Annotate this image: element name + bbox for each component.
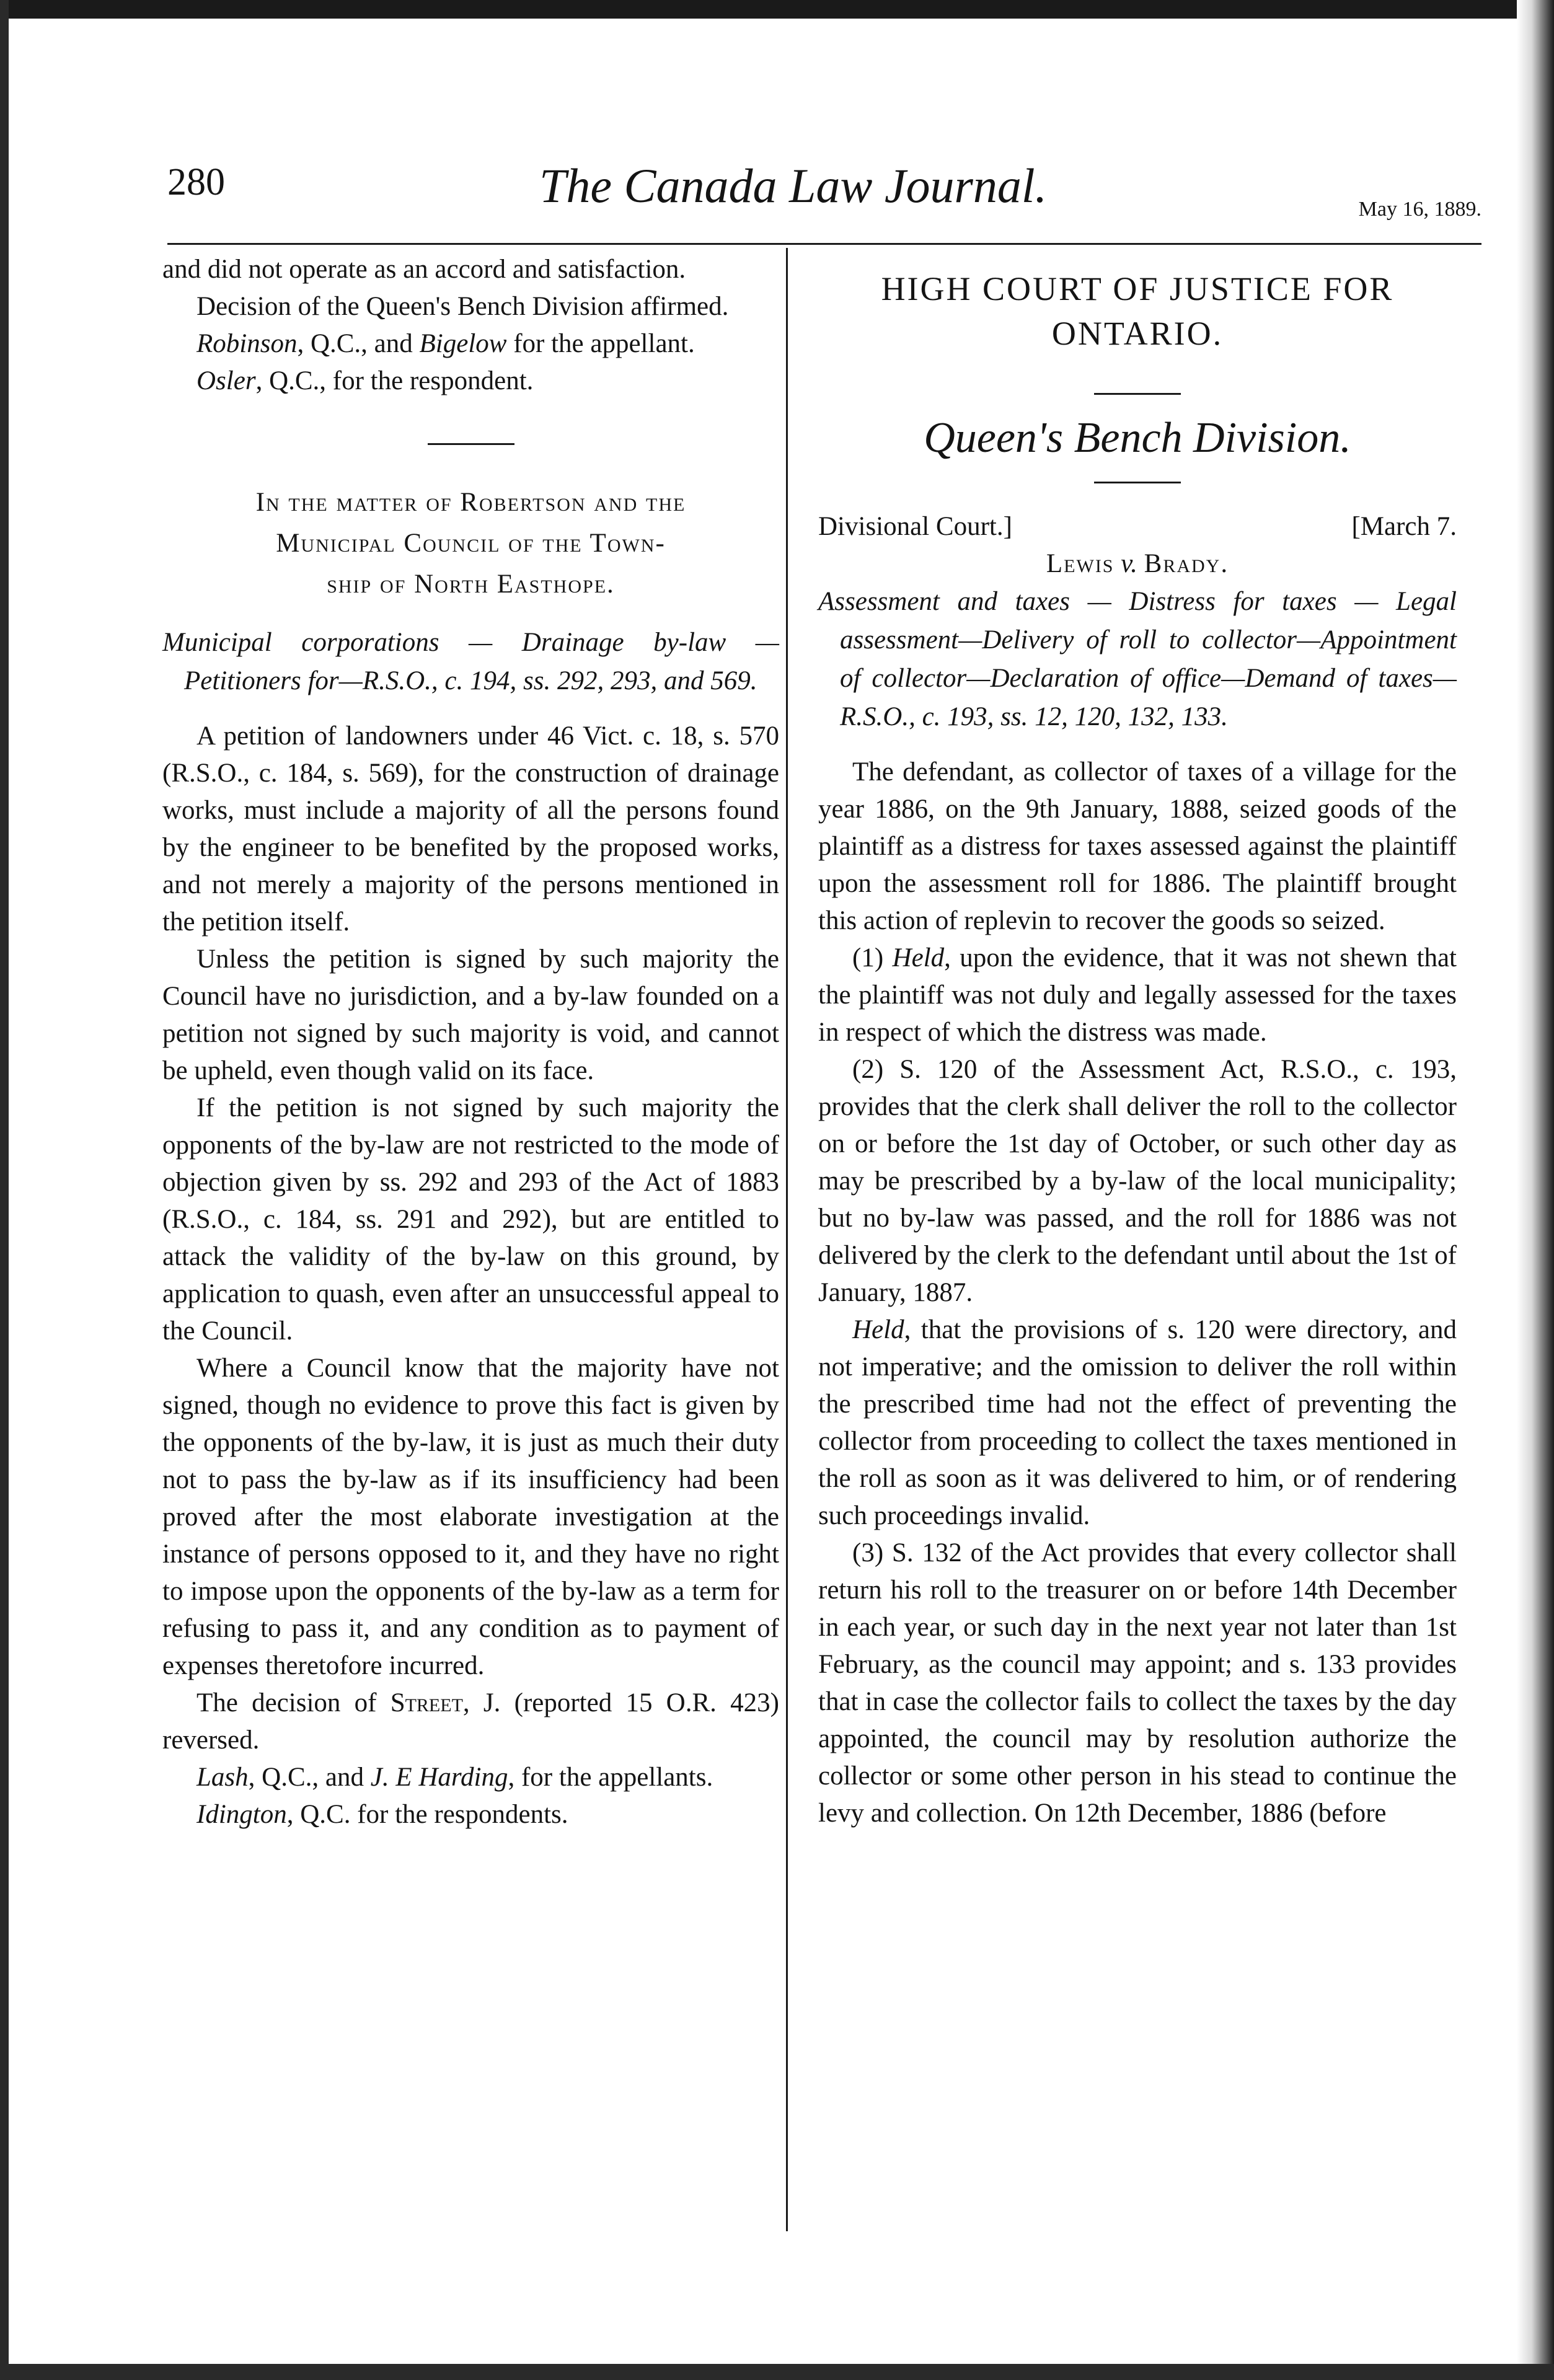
body-paragraph: If the petition is not signed by such majority the opponents of the by-law are not restricted to the mode of objection given by ss. 292 and 293 of the Act of 1883 (R.S.O., c. 184, ss. 291 and 292), but are entitled to attack the validity of the by-law on this ground, by application to quash, even after an unsuccessful appeal to the Council. [162,1093,779,1346]
issue-date: May 16, 1889. [1358,198,1481,221]
body-paragraph: (1) Held, upon the evidence, that it was not shewn that the plaintiff was not duly and legally assessed for the taxes in respect of which the distress was made. [818,943,1457,1047]
body-paragraph: (3) S. 132 of the Act provides that every collector shall return his roll to the treasurer on or before 14th December in each year, or such day in the next year not later than 1st February, as the council may appoint; and s. 133 provides that in case the collector fails to collect the taxes by the day appointed, the council may by resolution authorize the collector or some other person in his stead to continue the levy and collection. On 12th December, 1886 (before [818,1538,1457,1828]
body-paragraph: Where a Council know that the majority have not signed, though no evidence to prove this fact is given by the opponents of the by-law, it is just as much their duty not to pass the by-law as if its insufficiency had been proved after the most elaborate investigation at the instance of persons opposed to it, and they have no right to impose upon the opponents of the by-law as a term for refusing to pass it, and any condition as to payment of expenses theretofore incurred. [162,1354,779,1680]
counsel-line: Lash, Q.C., and J. E Harding, for the appellants. [196,1763,713,1792]
scan-border-bottom [0,2364,1554,2380]
counsel-line: Robinson, Q.C., and Bigelow for the appellant. [196,329,695,358]
right-column [818,267,1457,1832]
headnote: Assessment and taxes — Distress for taxes — Legal assessment—Delivery of roll to collector—Appointment of collector—Declaration of office—Demand of taxes—R.S.O., c. 193, ss. 12, 120, 132, 133. [818,587,1457,731]
journal-title: The Canada Law Journal. [539,159,1048,213]
matter-title: In the matter of Robertson and the Municipal Council of the Town- ship of North Easthope. [255,488,686,599]
continued-paragraph: and did not operate as an accord and satisfaction. [162,255,686,284]
scan-border-left [0,0,9,2380]
page-header [167,158,1481,232]
body-paragraph: The decision of Street, J. (reported 15 O.R. 423) reversed. [162,1688,779,1755]
scan-border-top [0,0,1554,19]
body-paragraph: A petition of landowners under 46 Vict. c. 18, s. 570 (R.S.O., c. 184, s. 569), for the construction of drainage works, must include a majority of all the persons found by the engineer to be benefited by the proposed works, and not merely a majority of the persons mentioned in the petition itself. [162,721,779,937]
counsel-line: Idington, Q.C. for the respondents. [196,1800,568,1829]
column-divider [786,248,788,2231]
page-number: 280 [167,161,225,203]
division-title: Queen's Bench Division. [924,414,1351,462]
scan-border-right [1517,0,1554,2380]
body-paragraph: Unless the petition is signed by such majority the Council have no jurisdiction, and a by-law founded on a petition not signed by such majority is void, and cannot be upheld, even though valid on its face. [162,945,779,1085]
court-line [818,508,1457,545]
counsel-line: Osler, Q.C., for the respondent. [196,366,534,395]
court-date: [March 7. [1351,512,1457,541]
decision-paragraph: Decision of the Queen's Bench Division affirmed. [196,292,729,321]
court-label: Divisional Court.] [818,512,1012,541]
court-title: HIGH COURT OF JUSTICE FOR ONTARIO. [881,270,1394,352]
header-rule [167,243,1481,245]
left-column [162,251,779,1833]
case-name: Lewis v. Brady. [1046,549,1229,578]
body-paragraph: (2) S. 120 of the Assessment Act, R.S.O., c. 193, provides that the clerk shall deliver the roll to the collector on or before the 1st day of October, or such other day as may be prescribed by a by-law of the local municipality; but no by-law was passed, and the roll for 1886 was not delivered by the clerk to the defendant until about the 1st of January, 1887. [818,1055,1457,1307]
headnote: Municipal corporations — Drainage by-law — Petitioners for—R.S.O., c. 194, ss. 292, 293, and 569. [162,628,779,695]
body-paragraph: Held, that the provisions of s. 120 were directory, and not imperative; and the omission to deliver the roll within the prescribed time had not the effect of preventing the collector from proceeding to collect the taxes mentioned in the roll as soon as it was delivered to him, or of rendering such proceedings invalid. [818,1315,1457,1530]
body-paragraph: The defendant, as collector of taxes of a village for the year 1886, on the 9th January, 1888, seized goods of the plaintiff as a distress for taxes assessed against the plaintiff upon the assessment roll for 1886. The plaintiff brought this action of replevin to recover the goods so seized. [818,757,1457,935]
